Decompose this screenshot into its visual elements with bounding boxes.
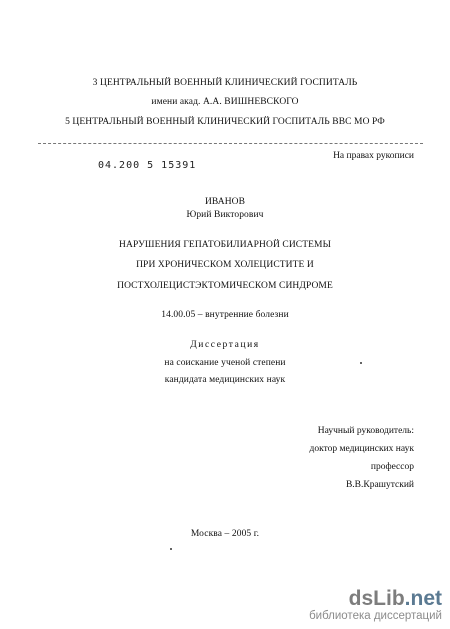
supervisor-rank: профессор xyxy=(370,462,414,472)
author-surname: ИВАНОВ xyxy=(204,197,246,207)
supervisor-degree: доктор медицинских наук xyxy=(309,444,414,454)
header-divider xyxy=(38,143,423,144)
dslib-watermark[interactable] xyxy=(309,588,442,623)
place-year: Москва – 2005 г. xyxy=(190,529,260,539)
title-line-3: ПОСТХОЛЕЦИСТЭКТОМИЧЕСКОМ СИНДРОМЕ xyxy=(117,281,333,291)
speck-mark xyxy=(360,362,362,364)
supervisor-label: Научный руководитель: xyxy=(317,426,414,436)
catalog-code: 04.200 5 15391 xyxy=(98,160,197,171)
title-line-2: ПРИ ХРОНИЧЕСКОМ ХОЛЕЦИСТИТЕ И xyxy=(136,260,314,270)
manuscript-note: На правах рукописи xyxy=(333,151,414,161)
institution-line-1: 3 ЦЕНТРАЛЬНЫЙ ВОЕННЫЙ КЛИНИЧЕСКИЙ ГОСПИТАЛЬ xyxy=(92,78,358,88)
supervisor-name: В.В.Крашутский xyxy=(345,480,414,490)
speck-mark xyxy=(170,548,172,550)
institution-line-3: 5 ЦЕНТРАЛЬНЫЙ ВОЕННЫЙ КЛИНИЧЕСКИЙ ГОСПИТАЛЬ ВВС МО РФ xyxy=(65,117,385,127)
title-line-1: НАРУШЕНИЯ ГЕПАТОБИЛИАРНОЙ СИСТЕМЫ xyxy=(119,240,331,250)
work-type: Диссертация xyxy=(190,340,260,350)
specialty: 14.00.05 – внутренние болезни xyxy=(161,310,289,320)
degree-line-1: на соискание ученой степени xyxy=(164,358,286,368)
institution-line-2: имени акад. А.А. ВИШНЕВСКОГО xyxy=(151,97,299,107)
dslib-logo: dsLib.net xyxy=(348,587,442,610)
degree-line-2: кандидата медицинских наук xyxy=(164,375,286,385)
dslib-subtitle: библиотека диссертаций xyxy=(309,610,442,622)
author-given-names: Юрий Викторович xyxy=(186,210,264,220)
